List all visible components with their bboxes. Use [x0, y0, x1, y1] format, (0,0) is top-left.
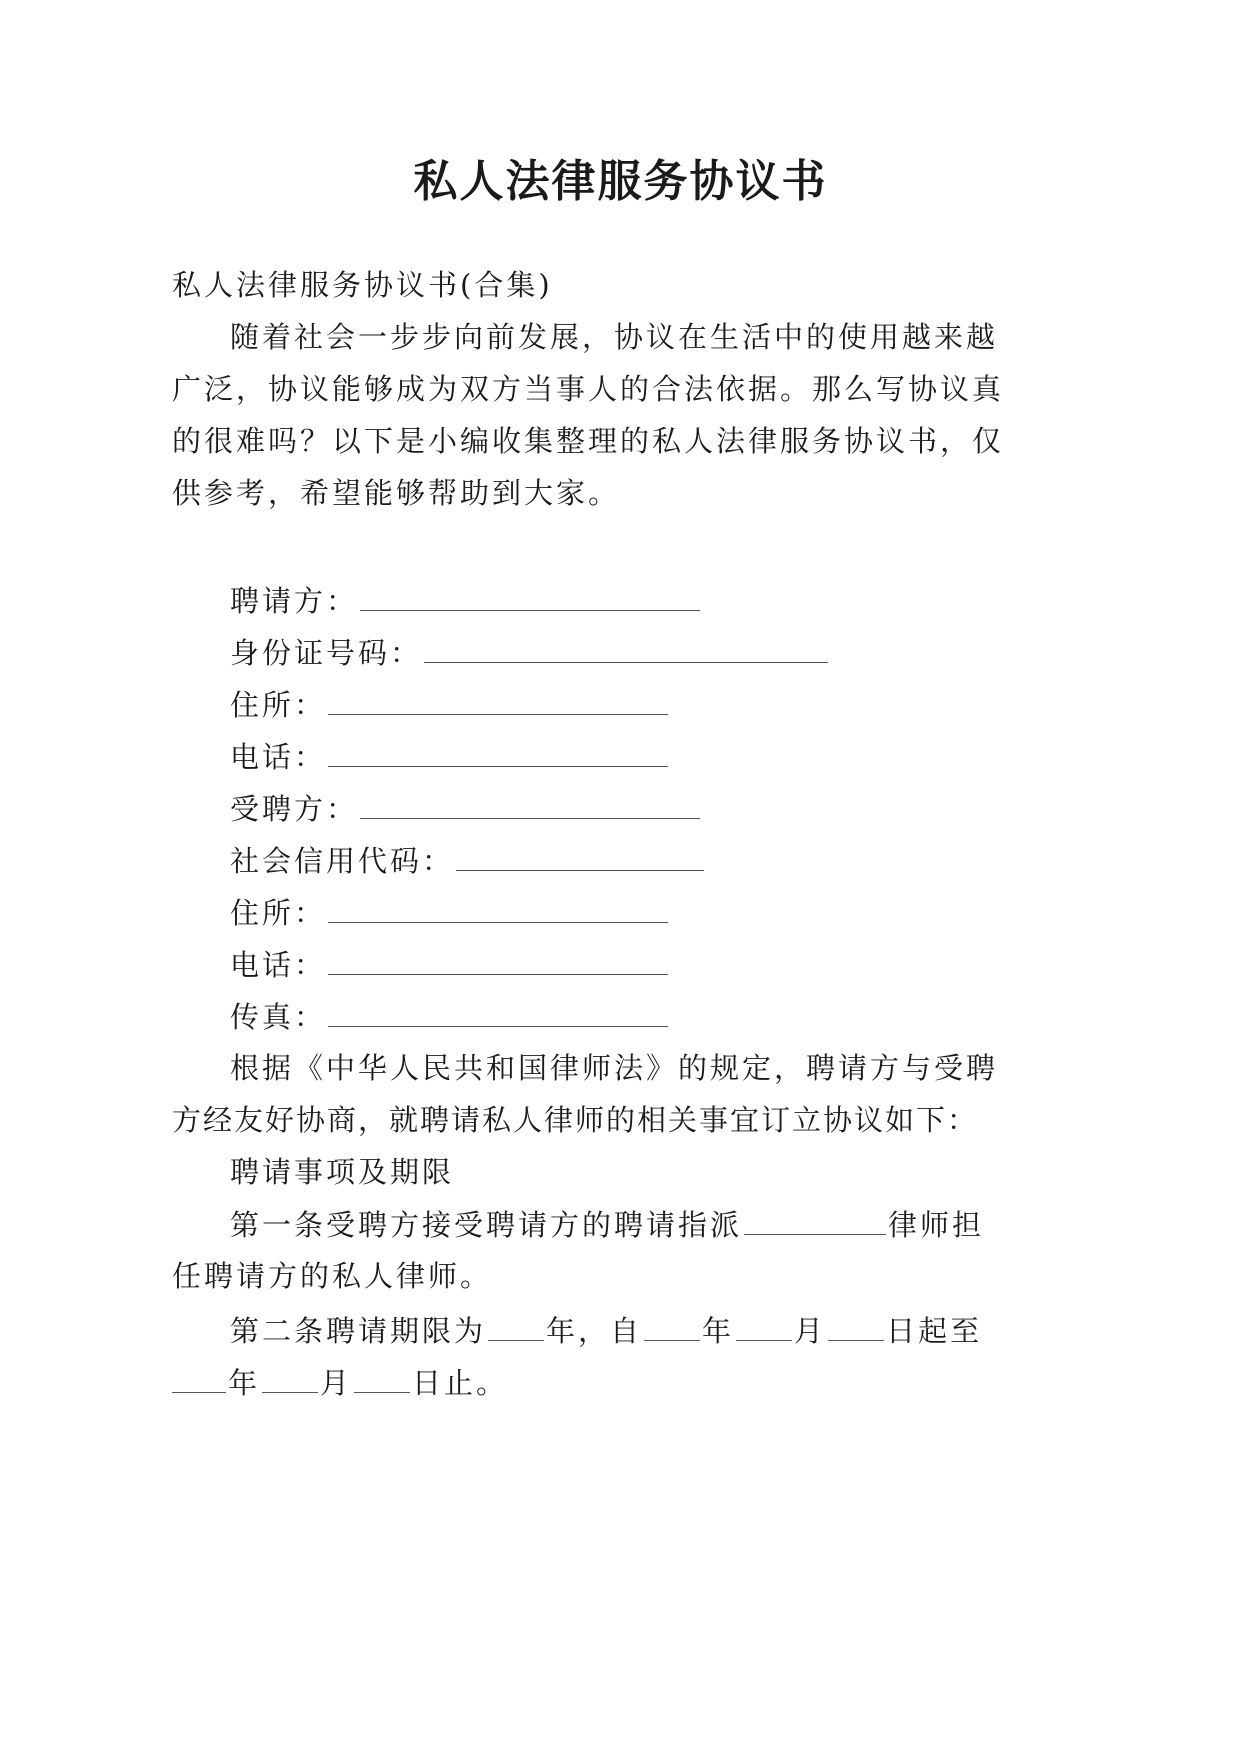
field-phone-2 — [230, 944, 670, 985]
employee-blank — [360, 788, 700, 819]
field-phone-1 — [230, 736, 670, 777]
address-2-blank — [328, 892, 668, 923]
article-2-p4: 月 — [794, 1314, 827, 1348]
field-employee — [230, 788, 702, 829]
employer-blank — [360, 580, 700, 611]
start-year-blank — [644, 1310, 700, 1341]
field-address-2 — [230, 892, 670, 933]
intro-line-2: 广泛，协议能够成为双方当事人的合法依据。那么写协议真 — [172, 372, 1005, 406]
intro-line-3: 的很难吗？以下是小编收集整理的私人法律服务协议书，仅 — [172, 424, 1005, 458]
phone-1-blank — [328, 736, 668, 767]
field-phone-1-label: 电话： — [230, 740, 327, 774]
field-fax-label: 传真： — [230, 1000, 327, 1034]
subtitle: 私人法律服务协议书(合集) — [172, 268, 553, 302]
intro-line-4: 供参考，希望能够帮助到大家。 — [172, 476, 621, 510]
field-fax — [230, 996, 670, 1037]
field-address-1-label: 住所： — [230, 688, 327, 722]
article-1-line-1 — [230, 1204, 984, 1245]
term-years-blank — [488, 1310, 544, 1341]
page-title: 私人法律服务协议书 — [413, 156, 828, 207]
intro-line-1: 随着社会一步步向前发展，协议在生活中的使用越来越 — [230, 320, 999, 354]
field-address-2-label: 住所： — [230, 896, 327, 930]
address-1-blank — [328, 684, 668, 715]
article-1-part-2: 律师担 — [888, 1208, 985, 1242]
fax-blank — [328, 996, 668, 1027]
basis-line-1: 根据《中华人民共和国律师法》的规定，聘请方与受聘 — [230, 1051, 999, 1085]
start-day-blank — [828, 1310, 884, 1341]
field-id-number — [230, 632, 830, 673]
article-2-p1: 第二条聘请期限为 — [230, 1314, 487, 1348]
article-1-line-2: 任聘请方的私人律师。 — [172, 1259, 493, 1293]
article-2-p5: 日起至 — [886, 1314, 983, 1348]
phone-2-blank — [328, 944, 668, 975]
field-credit-code-label: 社会信用代码： — [230, 844, 455, 878]
basis-line-2: 方经友好协商，就聘请私人律师的相关事宜订立协议如下： — [172, 1103, 979, 1137]
article-2-p2: 年，自 — [546, 1314, 643, 1348]
field-employee-label: 受聘方： — [230, 792, 359, 826]
section-heading: 聘请事项及期限 — [230, 1155, 455, 1189]
end-day-blank — [354, 1362, 410, 1393]
article-2-line-1 — [230, 1310, 982, 1351]
field-address-1 — [230, 684, 670, 725]
end-year-blank — [172, 1362, 226, 1393]
credit-code-blank — [456, 840, 704, 871]
field-id-number-label: 身份证号码： — [230, 636, 423, 670]
article-1-part-1: 第一条受聘方接受聘请方的聘请指派 — [230, 1208, 743, 1242]
article-2-line-2 — [172, 1362, 508, 1403]
article-2-q1: 年 — [228, 1366, 261, 1400]
start-month-blank — [736, 1310, 792, 1341]
field-phone-2-label: 电话： — [230, 948, 327, 982]
article-2-q2: 月 — [320, 1366, 353, 1400]
field-employer-label: 聘请方： — [230, 584, 359, 618]
article-2-p3: 年 — [702, 1314, 735, 1348]
article-2-q3: 日止。 — [412, 1366, 509, 1400]
end-month-blank — [262, 1362, 318, 1393]
lawyer-name-blank — [744, 1204, 886, 1235]
field-employer — [230, 580, 702, 621]
id-number-blank — [424, 632, 828, 663]
field-credit-code — [230, 840, 706, 881]
